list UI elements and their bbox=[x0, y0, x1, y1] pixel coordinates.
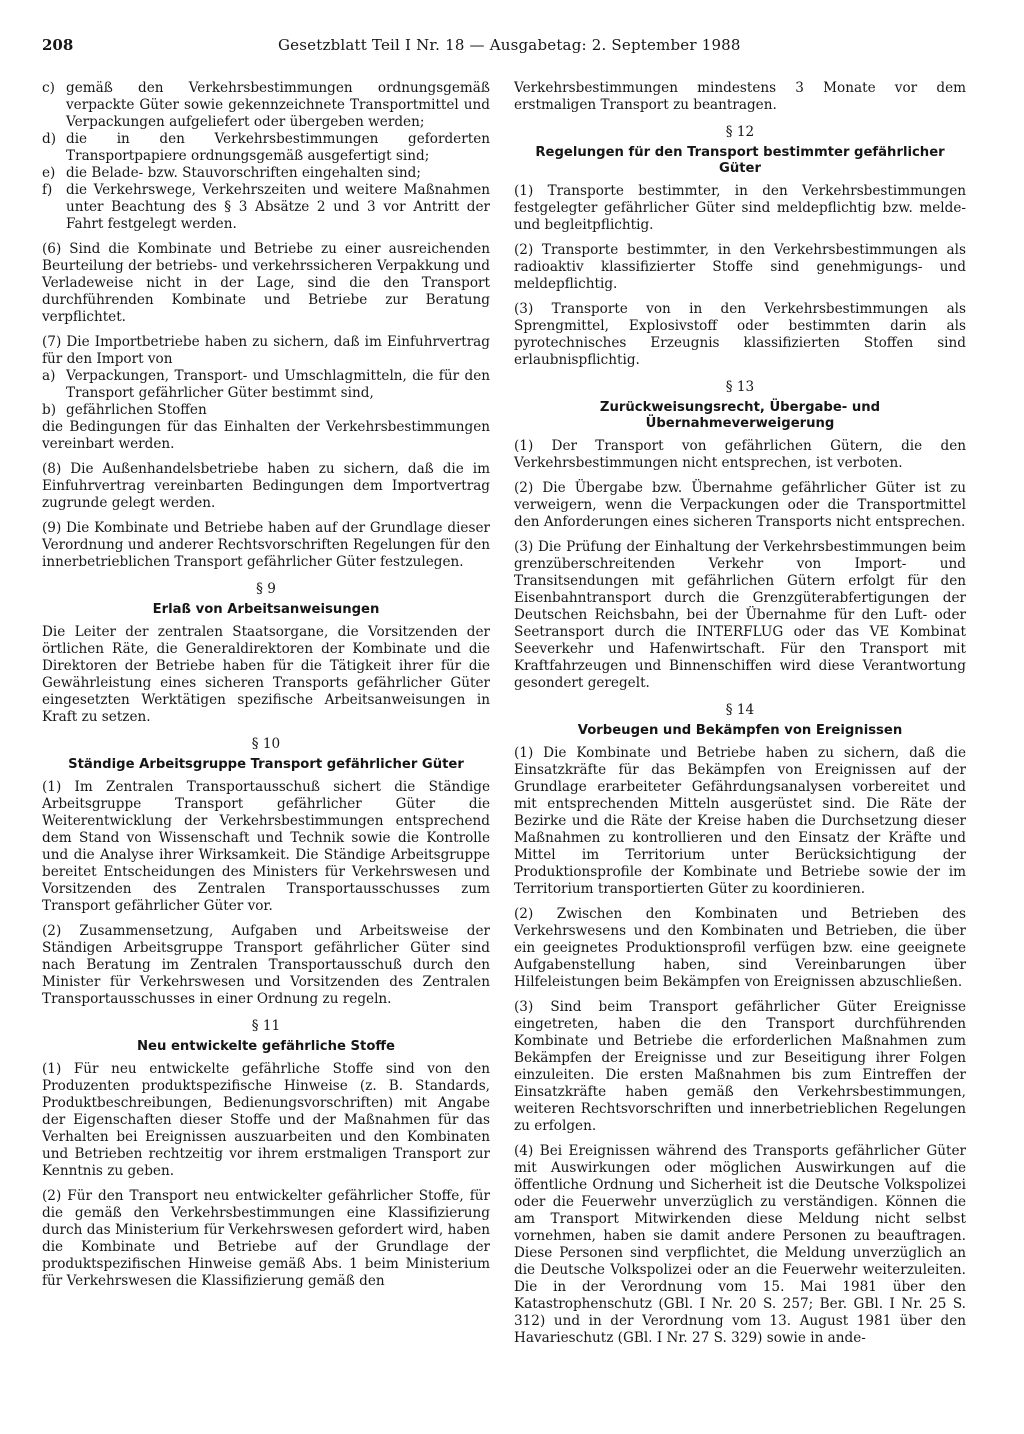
paragraph-8: (8) Die Außenhandelsbetriebe haben zu sichern, daß die im Einfuhrvertrag vereinbarten Bedingungen dem Importvertrag zugrunde gelegt werden. bbox=[42, 461, 490, 511]
section-12-paragraph-3: (3) Transporte von in den Verkehrsbestimmungen als Sprengmittel, Explosivstoff oder bestimmten darin als pyrotechnisches Erzeugnis klassifizierten Stoffen sind erlaubnispflichtig. bbox=[514, 301, 966, 368]
paragraph-7-end: die Bedingungen für das Einhalten der Verkehrsbestimmungen vereinbart werden. bbox=[42, 419, 490, 452]
section-11-paragraph-2: (2) Für den Transport neu entwickelter gefährlicher Stoffe, für die gemäß den Verkehrsbestimmungen eine Klassifizierung durch das Ministerium für Verkehrswesen gefordert wird, haben die Kombinate und Betriebe auf der Grundlage der produktspezifischen Hinweise gemäß Abs. 1 beim Ministerium für Verkehrswesen die Klassifizierung gemäß den bbox=[42, 1188, 490, 1289]
list-item-c: c) gemäß den Verkehrsbestimmungen ordnungsgemäß verpackte Güter sowie gekennzeichnete Transportmittel und Verpackungen aufgeliefert oder übergeben werden; bbox=[42, 80, 490, 130]
section-14-paragraph-2: (2) Zwischen den Kombinaten und Betrieben des Verkehrswesens und den Kombinaten und Betrieben, die über ein geeignetes Produktionsprofil verfügen bzw. eine geeignete Aufgabenstellung haben, sind Vereinbarungen über Hilfeleistungen beim Bekämpfen von Ereignissen abzuschließen. bbox=[514, 906, 966, 990]
page-header bbox=[42, 36, 982, 60]
section-10-title: Ständige Arbeitsgruppe Transport gefährlicher Güter bbox=[68, 757, 464, 772]
section-14-paragraph-3: (3) Sind beim Transport gefährlicher Güter Ereignisse eingetreten, haben die den Transport durchführenden Kombinate und Betriebe die erforderlichen Maßnahmen zum Bekämpfen der Ereignisse und zur Beseitigung ihrer Folgen einzuleiten. Die ersten Maßnahmen bis zum Eintreffen der Einsatzkräfte haben gemäß den Verkehrsbestimmungen, weiteren Rechtsvorschriften und innerbetrieblichen Regelungen zu erfolgen. bbox=[514, 999, 966, 1134]
section-9-number: § 9 bbox=[256, 581, 276, 597]
section-11-paragraph-1: (1) Für neu entwickelte gefährliche Stoffe sind von den Produzenten produktspezifische Hinweise (z. B. Standards, Produktbeschreibungen, Bedienungsvorschriften) mit Angabe der Eigenschaften dieser Stoffe und der Maßnahmen für das Verhalten bei Ereignissen auszuarbeiten und den Kombinaten und Betrieben rechtzeitig vor ihrem erstmaligen Transport zur Kenntnis zu geben. bbox=[42, 1061, 490, 1179]
section-14-title: Vorbeugen und Bekämpfen von Ereignissen bbox=[577, 723, 903, 738]
section-14-number: § 14 bbox=[725, 702, 755, 718]
section-11-title: Neu entwickelte gefährliche Stoffe bbox=[136, 1039, 396, 1054]
section-11-number: § 11 bbox=[251, 1018, 281, 1034]
page-number: 208 bbox=[42, 36, 74, 54]
section-10-number: § 10 bbox=[251, 736, 281, 752]
section-13-paragraph-2: (2) Die Übergabe bzw. Übernahme gefährlicher Güter ist zu verweigern, wenn die Verpackungen oder die Transportmittel den Anforderungen eines sicheren Transports nicht entsprechen. bbox=[514, 480, 966, 530]
section-12-title: Regelungen für den Transport bestimmter gefährlicher Güter bbox=[535, 145, 945, 176]
section-9-title: Erlaß von Arbeitsanweisungen bbox=[152, 602, 380, 617]
paragraph-7: (7) Die Importbetriebe haben zu sichern, daß im Einfuhrvertrag für den Import von bbox=[42, 334, 490, 367]
continued-text: Verkehrsbestimmungen mindestens 3 Monate vor dem erstmaligen Transport zu beantragen. bbox=[514, 80, 966, 113]
running-title: Gesetzblatt Teil I Nr. 18 — Ausgabetag: 2. September 1988 bbox=[278, 36, 741, 54]
list-item-e: e) die Belade- bzw. Stauvorschriften eingehalten sind; bbox=[42, 165, 421, 181]
section-13-number: § 13 bbox=[725, 379, 755, 395]
section-14-paragraph-4: (4) Bei Ereignissen während des Transports gefährlicher Güter mit Auswirkungen oder möglichen Auswirkungen auf die öffentliche Ordnung und Sicherheit ist die Deutsche Volkspolizei oder die Feuerwehr unverzüglich zu verständigen. Können die am Transport Mitwirkenden diese Meldung nicht selbst vornehmen, haben sie damit andere Personen zu beauftragen. Diese Personen sind verpflichtet, die Meldung unverzüglich an die Deutsche Volkspolizei oder an die Feuerwehr weiterzuleiten. Die in der Verordnung vom 15. Mai 1981 über den Katastrophenschutz (GBl. I Nr. 20 S. 257; Ber. GBl. I Nr. 25 S. 312) und in der Verordnung vom 13. August 1981 über den Havarieschutz (GBl. I Nr. 27 S. 329) sowie in ande- bbox=[514, 1143, 966, 1346]
left-column bbox=[42, 80, 490, 1298]
section-9-text: Die Leiter der zentralen Staatsorgane, die Vorsitzenden der örtlichen Räte, die Generaldirektoren der Kombinate und die Direktoren der Betriebe haben für die Tätigkeit ihrer für die Gewährleistung eines sicheren Transports gefährlicher Güter eingesetzten Werktätigen spezifische Arbeitsanweisungen in Kraft zu setzen. bbox=[42, 624, 490, 725]
section-12-number: § 12 bbox=[725, 124, 755, 140]
section-13-paragraph-1: (1) Der Transport von gefährlichen Gütern, die den Verkehrsbestimmungen nicht entsprechen, ist verboten. bbox=[514, 438, 966, 471]
right-column bbox=[514, 80, 966, 1355]
section-14-paragraph-1: (1) Die Kombinate und Betriebe haben zu sichern, daß die Einsatzkräfte für das Bekämpfen von Ereignissen auf der Grundlage erarbeiteter Gefährdungsanalysen vorbereitet und mit entsprechenden Mitteln ausgerüstet sind. Die Räte der Bezirke und die Räte der Kreise haben die Durchsetzung dieser Maßnahmen zu kontrollieren und den Einsatz der Kräfte und Mittel im Territorium unter Berücksichtigung der Produktionsprofile der Kombinate und Betriebe sowie der im Territorium transportierten Güter zu koordinieren. bbox=[514, 745, 966, 897]
list-item-d: d) die in den Verkehrsbestimmungen geforderten Transportpapiere ordnungsgemäß ausgefertigt sind; bbox=[42, 131, 490, 164]
section-12-paragraph-1: (1) Transporte bestimmter, in den Verkehrsbestimmungen festgelegter gefährlicher Güter sind meldepflichtig bzw. melde- und begleitpflichtig. bbox=[514, 183, 966, 233]
section-13-paragraph-3: (3) Die Prüfung der Einhaltung der Verkehrsbestimmungen beim grenzüberschreitenden Verkehr von Import- und Transitsendungen mit gefährlichen Gütern erfolgt für den Eisenbahntransport durch die Grenzgüterabfertigungen der Deutschen Reichsbahn, bei der Übernahme für den Luft- oder Seetransport durch die INTERFLUG oder das VE Kombinat Seeverkehr und Hafenwirtschaft. Für den Transport mit Kraftfahrzeugen und Binnenschiffen wird diese Verantwortung gesondert geregelt. bbox=[514, 539, 966, 691]
paragraph-6: (6) Sind die Kombinate und Betriebe zu einer ausreichenden Beurteilung der betriebs- und verkehrssicheren Verpakkung und Verladeweise nicht in der Lage, sind die den Transport durchführenden Kombinate und Betriebe zur Beratung verpflichtet. bbox=[42, 241, 490, 325]
list-item-a: a) Verpackungen, Transport- und Umschlagmitteln, die für den Transport gefährlicher Güter bestimmt sind, bbox=[42, 368, 490, 401]
section-12-paragraph-2: (2) Transporte bestimmter, in den Verkehrsbestimmungen als radioaktiv klassifizierter Stoffe sind genehmigungs- und meldepflichtig. bbox=[514, 242, 966, 292]
list-item-f: f) die Verkehrswege, Verkehrszeiten und weitere Maßnahmen unter Beachtung des § 3 Absätze 2 und 3 vor Antritt der Fahrt festgelegt werden. bbox=[42, 182, 490, 232]
list-item-b: b) gefährlichen Stoffen bbox=[42, 402, 207, 418]
section-13-title: Zurückweisungsrecht, Übergabe- und Übernahmeverweigerung bbox=[599, 400, 881, 431]
paragraph-9: (9) Die Kombinate und Betriebe haben auf der Grundlage dieser Verordnung und anderer Rechtsvorschriften Regelungen für den innerbetrieblichen Transport gefährlicher Güter festzulegen. bbox=[42, 520, 490, 570]
section-10-paragraph-2: (2) Zusammensetzung, Aufgaben und Arbeitsweise der Ständigen Arbeitsgruppe Transport gefährlicher Güter sind nach Beratung im Zentralen Transportausschuß durch den Minister für Verkehrswesen und Vorsitzenden des Zentralen Transportausschusses in einer Ordnung zu regeln. bbox=[42, 923, 490, 1007]
section-10-paragraph-1: (1) Im Zentralen Transportausschuß sichert die Ständige Arbeitsgruppe Transport gefährlicher Güter die Weiterentwicklung der Verkehrsbestimmungen entsprechend dem Stand von Wissenschaft und Technik sowie die Kontrolle und die Analyse ihrer Wirksamkeit. Die Ständige Arbeitsgruppe bereitet Entscheidungen des Ministers für Verkehrswesen und Vorsitzenden des Zentralen Transportausschusses zum Transport gefährlicher Güter vor. bbox=[42, 779, 490, 914]
